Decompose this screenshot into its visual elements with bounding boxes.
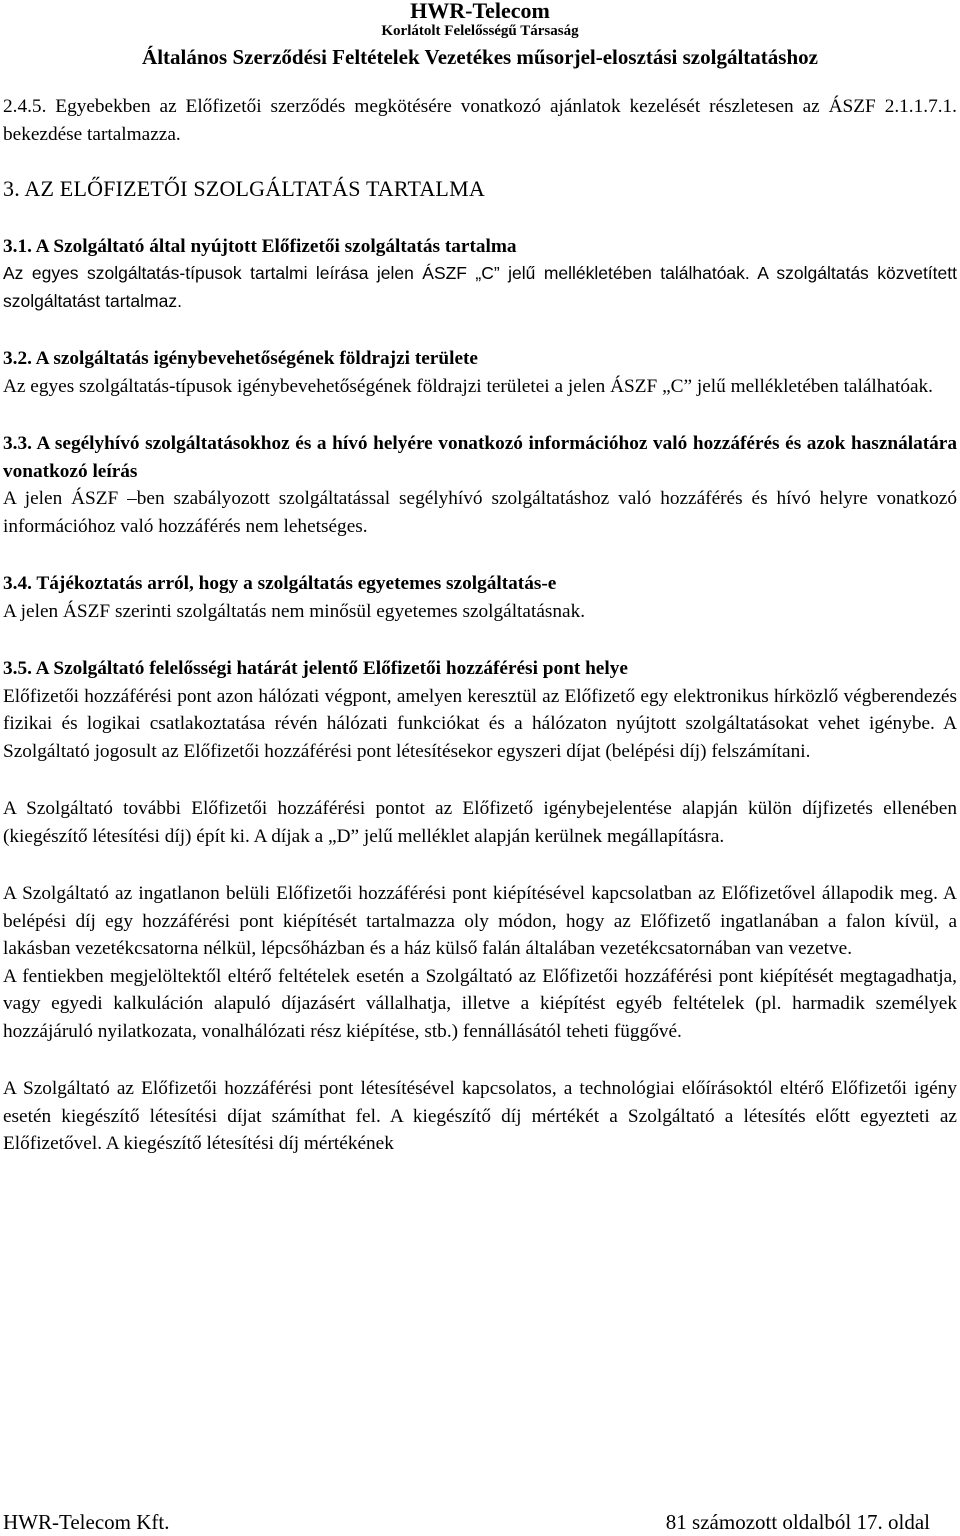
section-3-3-heading: 3.3. A segélyhívó szolgáltatásokhoz és a hívó helyére vonatkozó információhoz való hozzáférés és azok használatára vonatkozó leírás	[3, 433, 957, 482]
header-legal-form: Korlátolt Felelősségű Társaság	[381, 23, 579, 39]
footer-page-number: 81 számozott oldalból 17. oldal	[665, 1510, 930, 1534]
header-doc-title: Általános Szerződési Feltételek Vezetékes műsorjel-elosztási szolgáltatáshoz	[142, 45, 818, 69]
section-3-5-heading: 3.5. A Szolgáltató felelősségi határát jelentő Előfizetői hozzáférési pont helye	[3, 658, 628, 679]
section-3-2-body: Az egyes szolgáltatás-típusok igénybevehetőségének földrajzi területei a jelen ÁSZF „C” jelű mellékletében találhatóak.	[3, 375, 933, 397]
section-3-4-body: A jelen ÁSZF szerinti szolgáltatás nem minősül egyetemes szolgáltatásnak.	[3, 600, 586, 622]
section-3-5-paragraph-2: A Szolgáltató további Előfizetői hozzáférési pontot az Előfizető igénybejelentése alapján külön díjfizetés ellenében (kiegészítő létesítési díj) épít ki. A díjak a „D” jelű melléklet alapján kerülnek megállapításra.	[3, 798, 957, 847]
section-3-1-heading: 3.1. A Szolgáltató által nyújtott Előfizetői szolgáltatás tartalma	[3, 235, 517, 257]
section-3-4-heading: 3.4. Tájékoztatás arról, hogy a szolgáltatás egyetemes szolgáltatás-e	[3, 573, 557, 594]
header-company: HWR-Telecom	[410, 0, 550, 23]
section-3-1-body: Az egyes szolgáltatás-típusok tartalmi leírása jelen ÁSZF „C” jelű mellékletében találhatóak. A szolgáltatás közvetített szolgáltatást tartalmaz.	[3, 263, 957, 311]
section-3-5-paragraph-3: A Szolgáltató az ingatlanon belüli Előfizetői hozzáférési pont kiépítésével kapcsolatban az Előfizetővel állapodik meg. A belépési díj egy hozzáférési pont kiépítését tartalmazza oly módon, hogy az Előfizető ingatlanában a falon kívül, a lakásban vezetékcsatorna nélkül, lépcsőházban és a ház külső falán általában vezetékcsatornában van vezetve.	[3, 883, 957, 959]
section-3-5-paragraph-5: A Szolgáltató az Előfizetői hozzáférési pont létesítésével kapcsolatos, a technológiai előírásoktól eltérő Előfizetői igény esetén kiegészítő létesítési díjat számíthat fel. A kiegészítő díj mértékét a Szolgáltató a létesítés előtt egyezteti az Előfizetővel. A kiegészítő létesítési díj mértékének	[3, 1078, 957, 1154]
section-3-5-paragraph-1: Előfizetői hozzáférési pont azon hálózati végpont, amelyen keresztül az Előfizető egy elektronikus hírközlő végberendezés fizikai és logikai csatlakoztatása révén hálózati funkciókat és a hálózaton nyújtott szolgáltatásokat vehet igénybe. A Szolgáltató jogosult az Előfizetői hozzáférési pont létesítésekor egyszeri díjat (belépési díj) felszámítani.	[3, 685, 957, 762]
section-3-3-body: A jelen ÁSZF –ben szabályozott szolgáltatással segélyhívó szolgáltatáshoz való hozzáférés és hívó helyre vonatkozó információhoz való hozzáférés nem lehetséges.	[3, 488, 957, 537]
footer-company: HWR-Telecom Kft.	[3, 1510, 170, 1534]
section-3-2-heading: 3.2. A szolgáltatás igénybevehetőségének földrajzi területe	[3, 348, 478, 369]
section-2-4-5: 2.4.5. Egyebekben az Előfizetői szerződés megkötésére vonatkozó ajánlatok kezelését részletesen az ÁSZF 2.1.1.7.1. bekezdése tartalmazza.	[3, 96, 957, 145]
section-3-5-paragraph-4: A fentiekben megjelöltektől eltérő feltételek esetén a Szolgáltató az Előfizetői hozzáférési pont kiépítését megtagadhatja, vagy egyedi kalkuláción alapuló díjazásért vállalhatja, illetve a kiépítést egyéb feltételek (pl. harmadik személyek hozzájáruló nyilatkozata, vonalhálózati rész kiépítése, stb.) fennállásától teheti függővé.	[3, 965, 957, 1042]
document-body	[3, 93, 957, 1158]
section-3-heading: 3. AZ ELŐFIZETŐI SZOLGÁLTATÁS TARTALMA	[3, 176, 485, 201]
